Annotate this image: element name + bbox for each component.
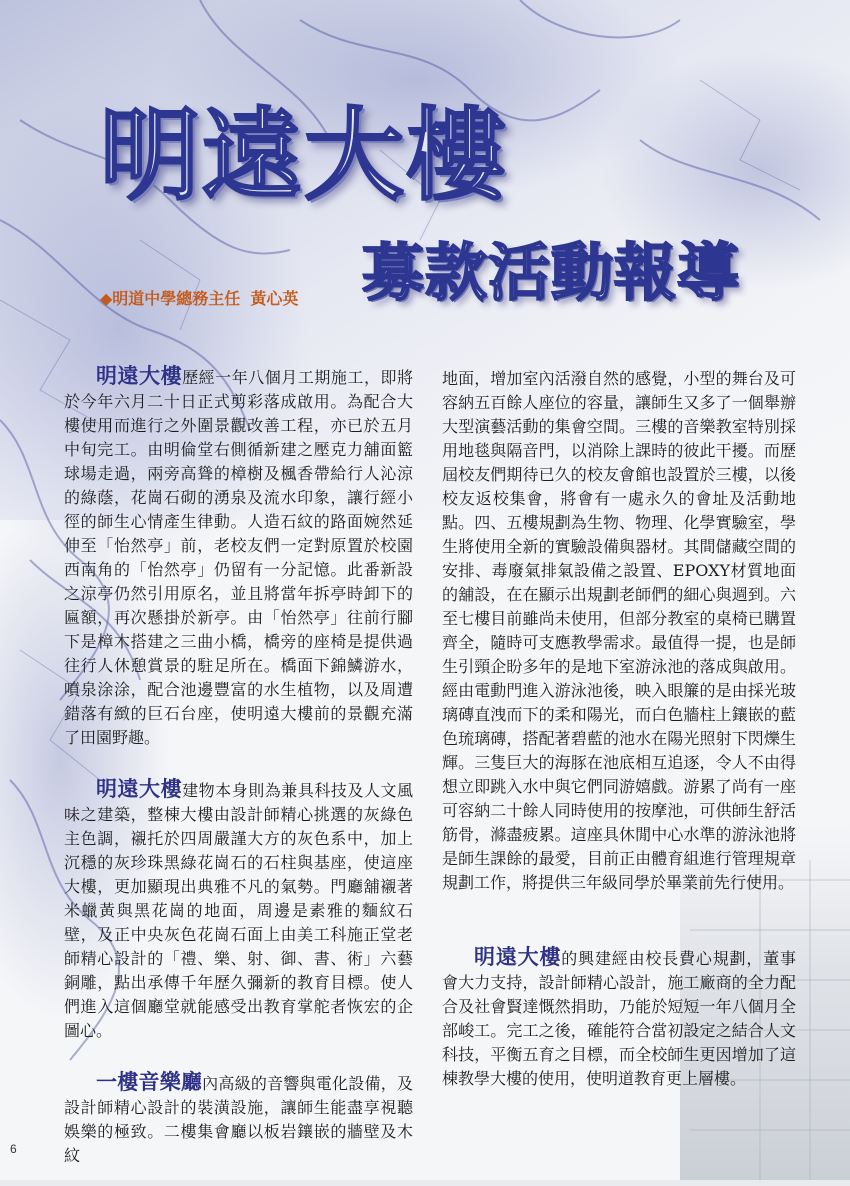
paragraph-3 [64,1070,413,1168]
paragraph-1-lead: 明遠大樓 [96,364,183,388]
paragraph-3-body: 內高級的音響與電化設備，及設計師精心設計的裝潢設施，讓師生能盡享視聽娛樂的極致。二樓集會廳以板岩鑲嵌的牆壁及木紋 [64,1074,413,1165]
paragraph-5-body: 的興建經由校長費心規劃，董事會大力支持，設計師精心設計，施工廠商的全力配合及社會賢達慨然捐助，乃能於短短一年八個月全部峻工。完工之後，確能符合當初設定之結合人文科技，平衡五育之目標，而全校師生更因增加了這棟教學大樓的使用，使明道教育更上層樓。 [442,949,796,1088]
paragraph-5 [442,945,796,1091]
left-column [64,364,413,1168]
right-column [442,367,796,1091]
paragraph-2-body: 建物本身則為兼具科技及人文風味之建築，整棟大樓由設計師精心挑選的灰綠色主色調，襯托於四周嚴謹大方的灰色系中，加上沉穩的灰珍珠黑綠花崗石的石柱與基座，使這座大樓，更加顯現出典雅不凡的氣勢。門廳舖襯著米蠟黃與黑花崗的地面，周邊是素雅的麵紋石壁，及正中央灰色花崗石面上由美工科施正堂老師精心設計的「禮、樂、射、御、書、術」六藝銅雕，點出承傳千年歷久彌新的教育目標。使人們進入這個廳堂就能感受出教育掌舵者恢宏的企圖心。 [64,781,413,1040]
paragraph-1-body: 歷經一年八個月工期施工，即將於今年六月二十日正式剪彩落成啟用。為配合大樓使用而進行之外圍景觀改善工程，亦已於五月中旬完工。由明倫堂右側循新建之壓克力舖面籃球場走過，兩旁高聳的樟樹及楓香帶給行人沁涼的綠蔭，花崗石砌的湧泉及流水印象，讓行經小徑的師生心情產生律動。人造石紋的路面婉然延伸至「怡然亭」前，老校友們一定對原置於校園西南角的「怡然亭」仍留有一分記憶。此番新設之涼亭仍然引用原名，並且將當年拆亭時卸下的匾額，再次懸掛於新亭。由「怡然亭」往前行腳下是樟木搭建之三曲小橋，橋旁的座椅是提供過往行人休憩賞景的駐足所在。橋面下錦鱗游水，噴泉涂涂，配合池邊豐富的水生植物，以及周遭錯落有緻的巨石台座，使明遠大樓前的景觀充滿了田園野趣。 [64,368,413,747]
paragraph-1 [64,364,413,750]
paragraph-4: 地面，增加室內活潑自然的感覺，小型的舞台及可容納五百餘人座位的容量，讓師生又多了一個舉辦大型演藝活動的集會空間。三樓的音樂教室特別採用地毯與隔音門，以消除上課時的彼此干擾。而歷屆校友們期待已久的校友會館也設置於三樓，以後校友返校集會，將會有一處永久的會址及活動地點。四、五樓規劃為生物、物理、化學實驗室，學生將使用全新的實驗設備與器材。其間儲藏空間的安排、毒廢氣排氣設備之設置、EPOXY材質地面的舖設，在在顯示出規劃老師們的細心與週到。六至七樓目前雖尚未使用，但部分教室的桌椅已購置齊全，隨時可支應教學需求。最值得一提，也是師生引頸企盼多年的是地下室游泳池的落成與啟用。經由電動門進入游泳池後，映入眼簾的是由採光玻璃磚直洩而下的柔和陽光，而白色牆柱上鑲嵌的藍色琉璃磚，搭配著碧藍的池水在陽光照射下閃爍生輝。三隻巨大的海豚在池底相互追逐，令人不由得想立即跳入水中與它們同游嬉戲。游累了尚有一座可容納二十餘人同時使用的按摩池，可供師生舒活筋骨，滌盡疲累。這座具休閒中心水準的游泳池將是師生課餘的最愛，目前正由體育組進行管理規章規劃工作，將提供三年級同學於畢業前先行使用。 [442,369,796,892]
article-title: 明遠大樓 [100,97,508,214]
paragraph-5-lead: 明遠大樓 [474,945,562,969]
article-subtitle: 募款活動報導 [362,236,741,309]
author-byline [100,287,298,311]
paragraph-2 [64,777,413,1043]
author-name: 黃心英 [250,289,299,308]
author-role: ◆明道中學總務主任 [100,289,241,308]
paragraph-2-lead: 明遠大樓 [96,777,183,801]
page-number: 6 [10,1142,17,1156]
paragraph-3-lead: 一樓音樂廳 [96,1070,203,1094]
